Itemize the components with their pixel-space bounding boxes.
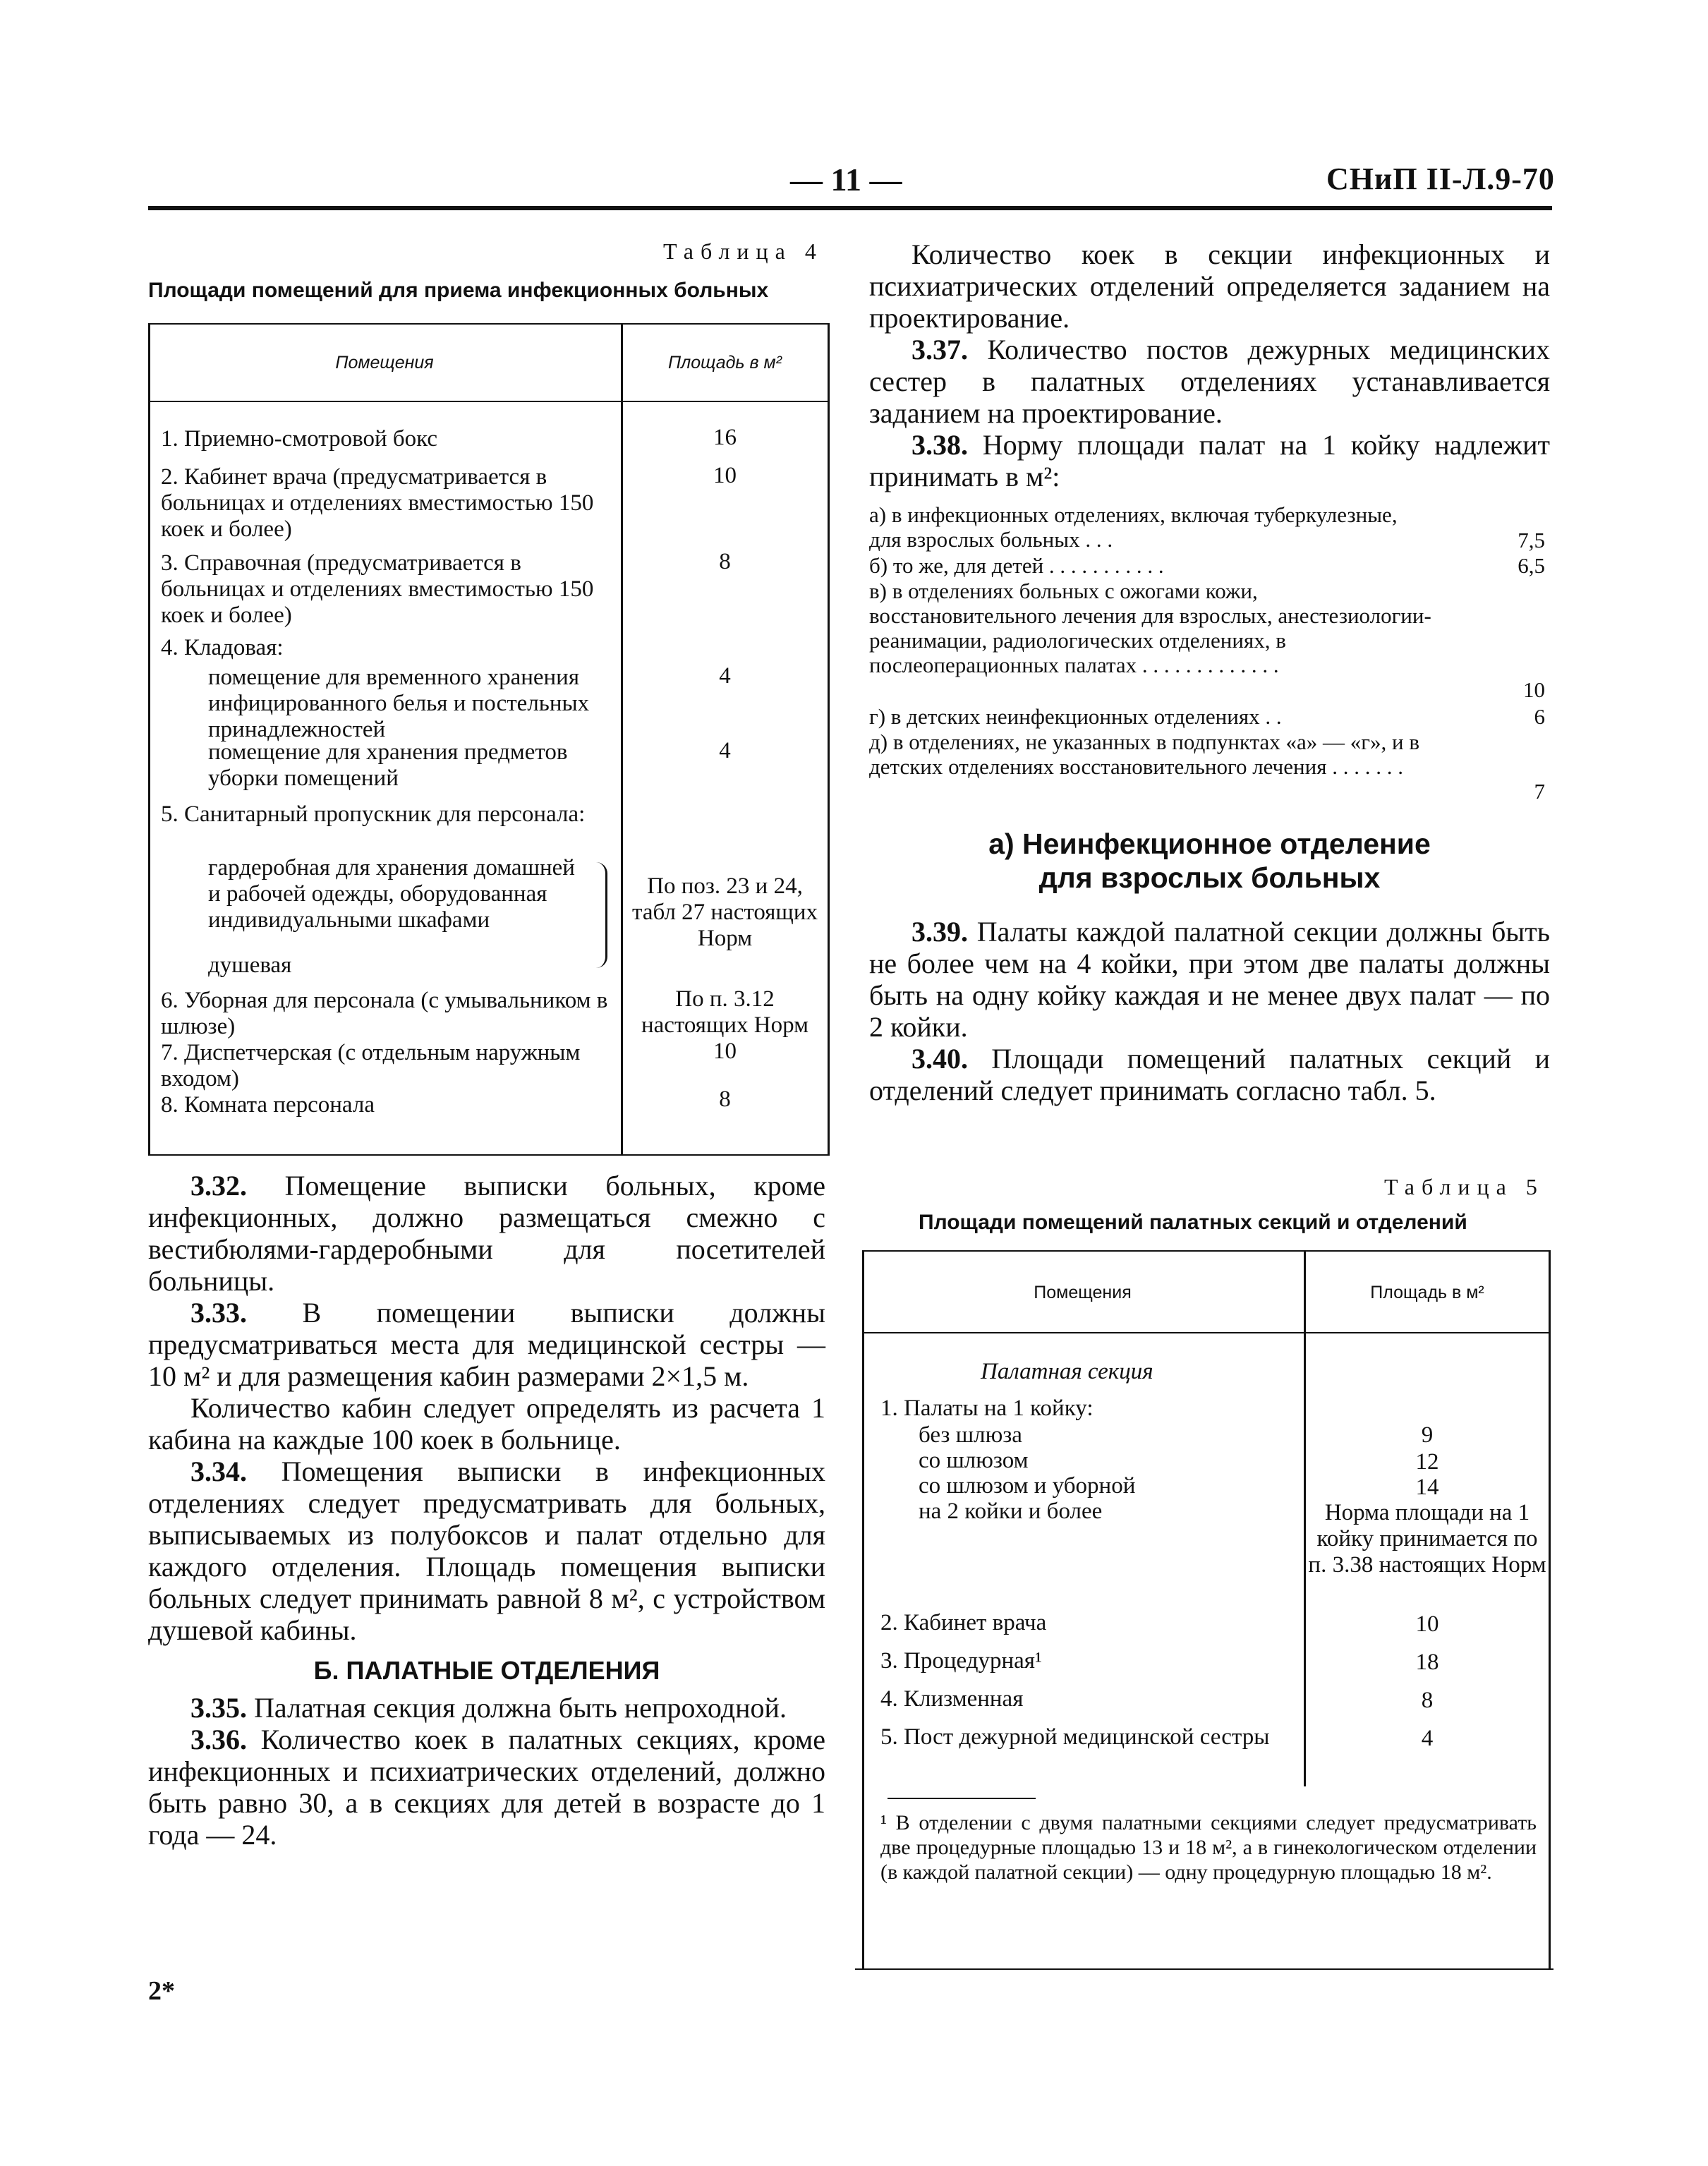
section-heading-a — [869, 827, 1550, 895]
table4-col-divider — [621, 323, 623, 1156]
table5-bottom-rule — [855, 1968, 1553, 1970]
table5-row-text: со шлюзом и уборной — [919, 1473, 1136, 1499]
table5-top-rule — [862, 1250, 1551, 1252]
paragraph-3-36 — [148, 1724, 825, 1851]
left-column-text — [148, 1170, 825, 1851]
section-heading-line: для взрослых больных — [1038, 861, 1381, 894]
header-rule — [148, 206, 1552, 210]
table5-row-value: 10 — [1415, 1611, 1439, 1637]
table4-row-value: 10 — [713, 1039, 737, 1064]
table5-row-text: 2. Кабинет врача — [880, 1610, 1047, 1635]
clause-text: Помещение выписки больных, кроме инфекционных, должно размещаться смежно с вестибюлями-гардеробными для посетителей больницы. — [148, 1170, 826, 1297]
table4-label: Таблица 4 — [663, 238, 823, 264]
table5-footnote: ¹ В отделении с двумя палатными секциями следует предусматривать две процедурные площадью 13 и 18 м², а в гинекологическом отделении (в каждой палатной секции) — одну процедурную площадью 18 м². — [880, 1811, 1537, 1884]
clause-text: В помещении выписки должны предусматриваться места для медицинской сестры — 10 м² и для размещения кабин размерами 2×1,5 м. — [148, 1297, 825, 1392]
table5-row-value: 4 — [1421, 1726, 1434, 1751]
paragraph-3-39 — [869, 916, 1550, 1043]
table4-row-value: 8 — [719, 1087, 731, 1112]
table5-row-text: 4. Клизменная — [880, 1686, 1024, 1712]
clause-number: 3.38. — [911, 429, 968, 461]
table4-row-text: душевая — [208, 952, 292, 978]
table5-subheader: Палатная секция — [981, 1359, 1153, 1384]
table4-row-text: 5. Санитарный пропускник для персонала: — [161, 801, 586, 827]
clause-number: 3.32. — [190, 1170, 247, 1202]
clause-number: 3.39. — [911, 916, 968, 948]
table4-row-value: 8 — [719, 549, 731, 574]
clause-text: Количество коек в палатных секциях, кроме инфекционных и психиатрических отделений, должно быть равно 30, а в секциях для детей в возрасте до 1 года — 24. — [148, 1724, 825, 1851]
paragraph-3-34 — [148, 1456, 825, 1646]
table4-row-text: 3. Справочная (предусматривается в больницах и отделениях вместимостью 150 коек и более) — [161, 550, 594, 628]
table4-row-text: 2. Кабинет врача (предусматривается в больницах и отделениях вместимостью 150 коек и более) — [161, 464, 594, 542]
norm-item-value: 6,5 — [1518, 553, 1545, 578]
clause-text: Площади помещений палатных секций и отделений следует принимать согласно табл. 5. — [869, 1043, 1551, 1106]
table4-row-text: 7. Диспетчерская (с отдельным наружным входом) — [161, 1040, 581, 1091]
table4-row-value: 16 — [713, 425, 737, 450]
table5-row-text: 1. Палаты на 1 койку: — [880, 1396, 1094, 1421]
table5-col-divider — [1304, 1250, 1306, 1786]
clause-number: 3.40. — [911, 1043, 968, 1075]
norm-item-value: 7 — [1534, 779, 1545, 804]
table4-row-text: гардеробная для хранения домашней и рабочей одежды, оборудованная индивидуальными шкафами — [208, 855, 575, 933]
paragraph-3-35 — [148, 1692, 825, 1724]
clause-text: Палатная секция должна быть непроходной. — [254, 1692, 787, 1724]
table4-row-value: По п. 3.12 настоящих Норм — [641, 986, 809, 1038]
section-heading-b: Б. ПАЛАТНЫЕ ОТДЕЛЕНИЯ — [313, 1656, 660, 1685]
table5-head-rule — [862, 1332, 1551, 1333]
table4-row-text: 1. Приемно-смотровой бокс — [161, 426, 438, 452]
table5-row-text: со шлюзом — [919, 1448, 1029, 1473]
table5-col-room: Помещения — [1034, 1283, 1132, 1302]
section-heading-line: а) Неинфекционное отделение — [988, 828, 1431, 860]
table4-row-text: помещение для хранения предметов уборки помещений — [208, 739, 568, 791]
right-column-text-2 — [869, 916, 1550, 1106]
paragraph-3-33 — [148, 1297, 825, 1392]
clause-number: 3.35. — [190, 1692, 247, 1724]
paragraph-3-32 — [148, 1170, 825, 1297]
signature-mark: 2* — [148, 1976, 175, 2006]
table4-row-value: По поз. 23 и 24, табл 27 настоящих Норм — [632, 873, 818, 951]
table4-row-text: 6. Уборная для персонала (с умывальником в шлюзе) — [161, 988, 608, 1039]
norm-item-text: б) то же, для детей . . . . . . . . . . . — [869, 553, 1164, 578]
table5-col-area: Площадь в м² — [1370, 1283, 1484, 1302]
table5-title: Площади помещений палатных секций и отделений — [919, 1211, 1467, 1234]
paragraph-continued: Количество коек в секции инфекционных и психиатрических отделений определяется заданием на проектирование. — [869, 238, 1550, 334]
brace — [594, 862, 607, 968]
clause-text: Количество постов дежурных медицинских сестер в палатных отделениях устанавливается заданием на проектирование. — [869, 334, 1550, 429]
table4-row-text: 8. Комната персонала — [161, 1092, 375, 1118]
clause-text: Норму площади палат на 1 койку надлежит принимать в м²: — [869, 429, 1550, 492]
table5-row-value: 18 — [1415, 1650, 1439, 1675]
norm-item-text: д) в отделениях, не указанных в подпунктах «а» — «г», и в детских отделениях восстановительного лечения . . . . . . . — [869, 730, 1419, 779]
table4-row-value: 4 — [719, 663, 731, 689]
table4-col-area: Площадь в м² — [668, 353, 782, 373]
clause-number: 3.33. — [190, 1297, 247, 1329]
table4-row-value: 10 — [713, 463, 737, 488]
norm-item-text: в) в отделениях больных с ожогами кожи, восстановительного лечения для взрослых, анестезиологии-реанимации, радиологических отделениях, в послеоперационных палатах . . . . . . . . . . . . . — [869, 579, 1431, 677]
table5-row-value: 8 — [1421, 1688, 1434, 1713]
table4-top-rule — [148, 323, 830, 325]
table4-head-rule — [148, 401, 830, 402]
table4-title: Площади помещений для приема инфекционных больных — [148, 279, 769, 302]
norm-item-text: г) в детских неинфекционных отделениях . . — [869, 704, 1282, 729]
table5-row-value: Норма площади на 1 койку принимается по п. 3.38 настоящих Норм — [1308, 1500, 1546, 1578]
paragraph-3-38 — [869, 429, 1550, 492]
table5-row-text: 3. Процедурная¹ — [880, 1648, 1042, 1674]
table4-row-value: 4 — [719, 738, 731, 763]
table4-col-room: Помещения — [335, 353, 434, 373]
norm-item-value: 6 — [1534, 704, 1545, 729]
norm-item-text: а) в инфекционных отделениях, включая туберкулезные, для взрослых больных . . . — [869, 502, 1398, 552]
table4-row-text: помещение для временного хранения инфицированного белья и постельных принадлежностей — [208, 665, 590, 742]
document-code: СНиП II-Л.9-70 — [1326, 162, 1555, 196]
clause-text: Помещения выписки в инфекционных отделениях следует предусматривать для больных, выписываемых из полубоксов и палат отдельно для каждого отделения. Площадь помещения выписки больных следует принимать равной 8 м², с устройством душевой кабины. — [148, 1456, 825, 1646]
table5-row-text: на 2 койки и более — [919, 1499, 1103, 1524]
table5-row-value: 14 — [1415, 1475, 1439, 1500]
table5-row-value: 12 — [1415, 1449, 1439, 1475]
clause-text: Палаты каждой палатной секции должны быть не более чем на 4 койки, при этом две палаты должны быть на одну койку каждая и не менее двух палат — по 2 койки. — [869, 916, 1550, 1043]
table5-row-text: без шлюза — [919, 1422, 1022, 1448]
clause-number: 3.37. — [911, 334, 968, 365]
paragraph-3-40 — [869, 1043, 1550, 1106]
table5-row-value: 9 — [1421, 1422, 1434, 1448]
footnote-rule — [888, 1798, 1036, 1799]
page-number: — 11 — — [790, 162, 902, 198]
clause-number: 3.36. — [190, 1724, 247, 1755]
clause-number: 3.34. — [190, 1456, 247, 1487]
paragraph-3-37 — [869, 334, 1550, 429]
table5-label: Таблица 5 — [1384, 1174, 1544, 1199]
paragraph-3-33-b: Количество кабин следует определять из расчета 1 кабина на каждые 100 коек в больнице. — [148, 1392, 825, 1456]
table4-row-text: 4. Кладовая: — [161, 635, 284, 660]
table4-bottom-rule — [148, 1154, 830, 1156]
right-column-text — [869, 238, 1550, 492]
table5-row-text: 5. Пост дежурной медицинской сестры — [880, 1724, 1270, 1750]
norm-item-value: 7,5 — [1518, 528, 1545, 552]
norm-item-value: 10 — [1523, 677, 1545, 702]
